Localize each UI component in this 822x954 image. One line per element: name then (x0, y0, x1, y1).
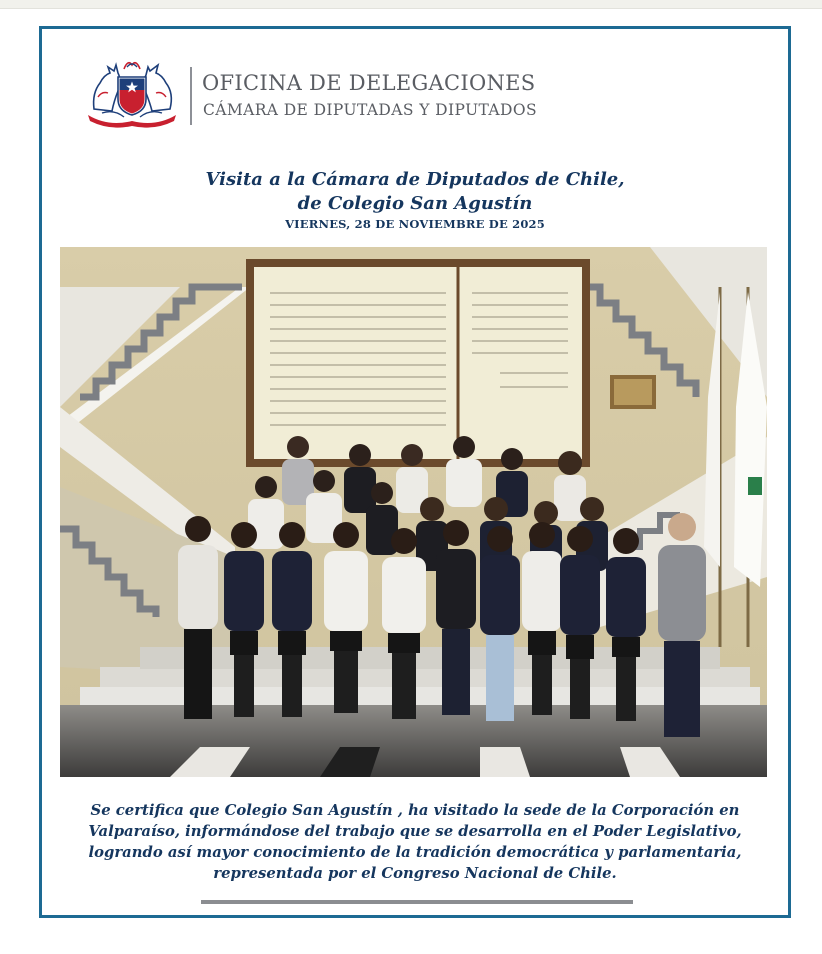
certification-line: representada por el Congreso Nacional de Chile. (213, 865, 617, 882)
certification-text (48, 800, 782, 884)
visit-title: Visita a la Cámara de Diputados de Chile, (205, 169, 625, 190)
chamber-name: CÁMARA DE DIPUTADAS Y DIPUTADOS (203, 101, 537, 119)
certificate-frame (39, 26, 791, 918)
certification-line: Valparaíso, informándose del trabajo que se desarrolla en el Poder Legislativo, (88, 823, 742, 840)
chamber-coat-of-arms-icon (84, 57, 180, 129)
school-name: de Colegio San Agustín (297, 193, 533, 214)
header-divider (190, 67, 192, 125)
top-strip (0, 0, 822, 9)
group-photo (60, 247, 767, 777)
certification-line: logrando así mayor conocimiento de la tradición democrática y parlamentaria, (88, 844, 742, 861)
office-name: OFICINA DE DELEGACIONES (202, 71, 536, 95)
bottom-divider (201, 900, 633, 904)
visit-date: VIERNES, 28 DE NOVIEMBRE DE 2025 (285, 217, 545, 231)
certification-line: Se certifica que Colegio San Agustín , ha visitado la sede de la Corporación en (90, 802, 740, 819)
